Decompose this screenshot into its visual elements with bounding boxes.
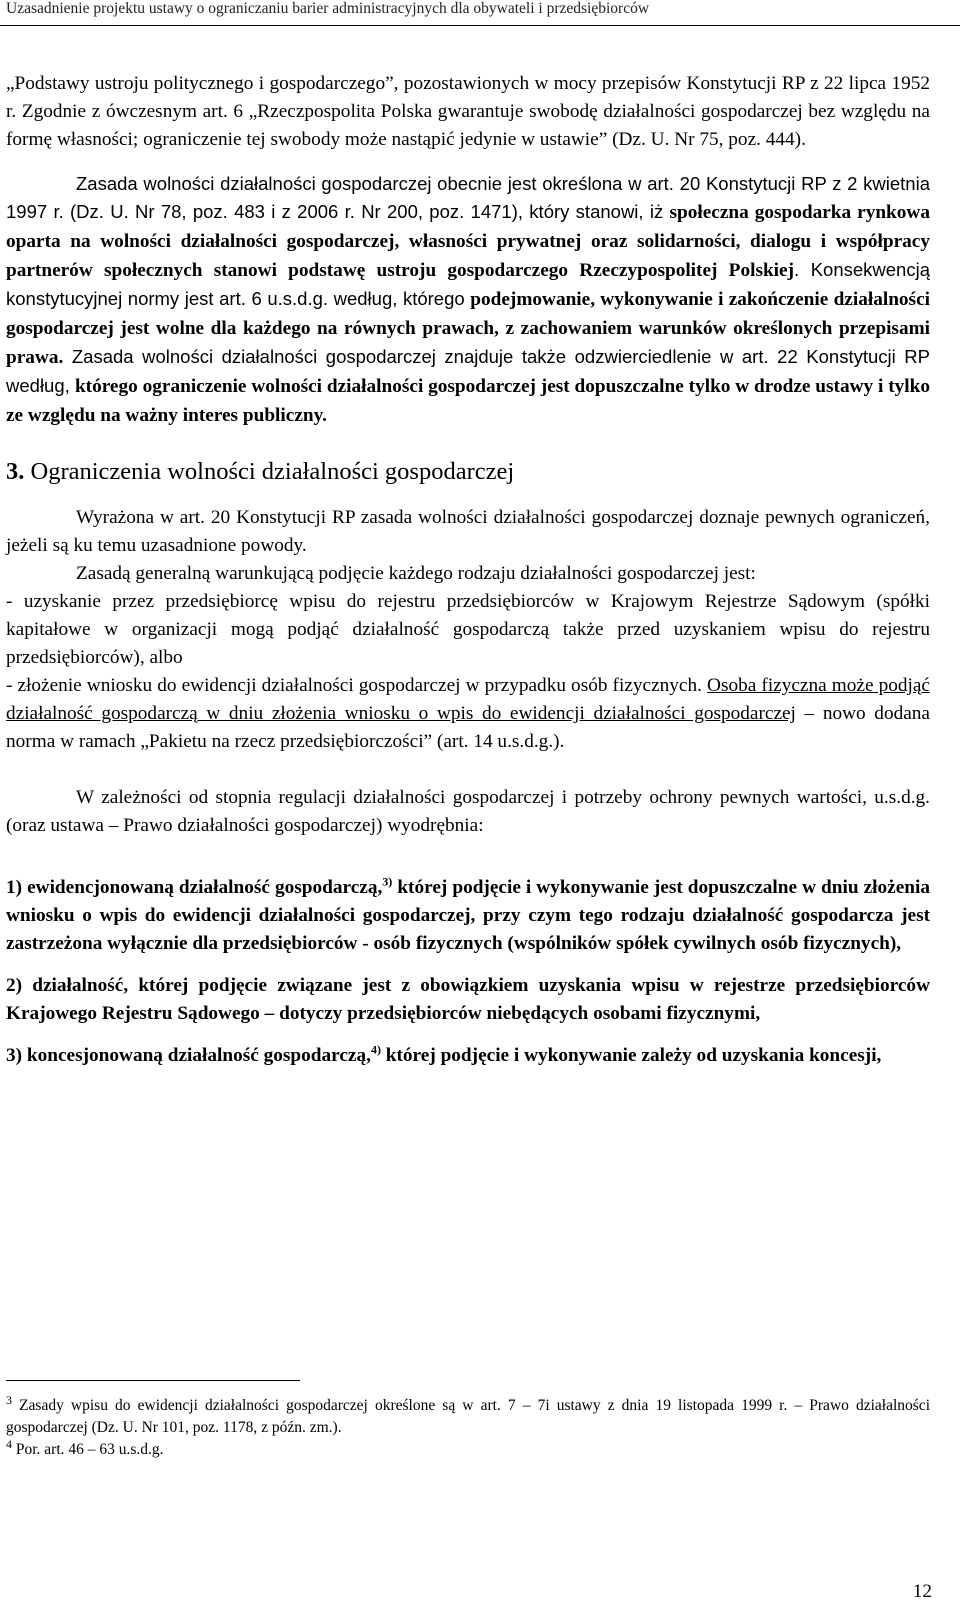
header-rule: [0, 25, 960, 26]
text-run: - złożenie wniosku do ewidencji działalności gospodarczej w przypadku osób fizycznych.: [6, 675, 708, 696]
text-run: 1) ewidencjonowaną działalność gospodarczą,: [6, 877, 383, 898]
paragraph-freedom-principle: [6, 170, 930, 430]
list-item-ewidencja: [6, 672, 930, 756]
underlined-run: Osoba fizyczna może podjąć działalność gospodarczą w dniu złożenia wniosku o wpis do ewidencji działalności gospodarczej: [6, 675, 930, 724]
bold-run: podejmowanie, wykonywanie i zakończenie działalności gospodarczej jest wolne dla każdego na równych prawach, z zachowaniem warunków określonych przepisami prawa.: [6, 289, 930, 368]
section-heading: [6, 456, 930, 488]
bold-run: którego ograniczenie wolności działalności gospodarczej jest dopuszczalne tylko w drodze ustawy i tylko ze względu na ważny interes publiczny.: [6, 376, 930, 426]
footnote-3: [6, 1392, 930, 1439]
document-body: [6, 70, 930, 1070]
footnote-ref-3: 3): [382, 874, 393, 889]
text-run: Zasada wolności działalności gospodarczej obecnie jest określona w art. 20 Konstytucji RP z 2 kwietnia 1997 r. (Dz. U. Nr 78, poz. 483 i z 2006 r. Nr 200, poz. 1471), który stanowi, iż: [6, 173, 930, 222]
text-run: której podjęcie i wykonywanie zależy od uzyskania koncesji,: [380, 1045, 882, 1066]
section-number: 3.: [6, 458, 25, 485]
footnote-mark: 3: [6, 1392, 12, 1407]
bold-run: społeczna gospodarka rynkowa oparta na wolności działalności gospodarczej, własności prywatnej oraz solidarności, dialogu i współpracy partnerów społecznych stanowi podstawę ustroju gospodarczego Rzeczypospolitej Polskiej: [6, 202, 930, 281]
footnote-mark: 4: [6, 1436, 12, 1451]
section-title: Ograniczenia wolności działalności gospodarczej: [30, 458, 515, 485]
text-run: 3) koncesjonowaną działalność gospodarczą,: [6, 1045, 371, 1066]
page-number: 12: [912, 1581, 932, 1602]
footnote-text: Por. art. 46 – 63 u.s.d.g.: [12, 1441, 164, 1458]
list-item-1: [6, 874, 930, 958]
footnote-text: Zasady wpisu do ewidencji działalności gospodarczej określone są w art. 7 – 7i ustawy z dnia 19 listopada 1999 r. – Prawo działalności gospodarczej (Dz. U. Nr 101, poz. 1178, z późn. zm.).: [6, 1397, 930, 1436]
footnote-rule: [6, 1380, 300, 1381]
text-run: . Konsekwencją konstytucyjnej normy jest art. 6 u.s.d.g. według, którego: [6, 259, 930, 309]
page-header: [0, 0, 960, 36]
header-title: Uzasadnienie projektu ustawy o ograniczaniu barier administracyjnych dla obywateli i przedsiębiorców: [6, 0, 650, 17]
paragraph-restrictions: Wyrażona w art. 20 Konstytucji RP zasada wolności działalności gospodarczej doznaje pewnych ograniczeń, jeżeli są ku temu uzasadnione powody.: [6, 507, 930, 556]
paragraph-regulation-types: W zależności od stopnia regulacji działalności gospodarczej i potrzeby ochrony pewnych wartości, u.s.d.g. (oraz ustawa – Prawo działalności gospodarczej) wyodrębnia:: [6, 787, 930, 836]
list-item-2: 2) działalność, której podjęcie związane jest z obowiązkiem uzyskania wpisu w rejestrze przedsiębiorców Krajowego Rejestru Sądowego – dotyczy przedsiębiorców niebędących osobami fizycznymi,: [6, 975, 930, 1024]
footnote-4: [6, 1436, 930, 1461]
text-run: Zasada wolności działalności gospodarczej znajduje także odzwierciedlenie w art. 22 Konstytucji RP według,: [6, 346, 930, 396]
list-item-krs: - uzyskanie przez przedsiębiorcę wpisu do rejestru przedsiębiorców w Krajowym Rejestrze Sądowym (spółki kapitałowe w organizacji mogą podjąć działalność gospodarczą także przed uzyskaniem wpisu do rejestru przedsiębiorców), albo: [6, 591, 930, 668]
paragraph-constitution-1952: „Podstawy ustroju politycznego i gospodarczego”, pozostawionych w mocy przepisów Konstytucji RP z 22 lipca 1952 r. Zgodnie z ówczesnym art. 6 „Rzeczpospolita Polska gwarantuje swobodę działalności gospodarczej bez względu na formę własności; ograniczenie tej swobody może nastąpić jedynie w ustawie” (Dz. U. Nr 75, poz. 444).: [6, 73, 930, 150]
footnote-ref-4: 4): [370, 1042, 381, 1057]
text-run: której podjęcie i wykonywanie jest dopuszczalne w dniu złożenia wniosku o wpis do ewidencji działalności gospodarczej, przy czym tego rodzaju działalność gospodarcza jest zastrzeżona wyłącznie dla przedsiębiorców - osób fizycznych (wspólników spółek cywilnych osób fizycznych),: [6, 877, 931, 954]
list-item-3: [6, 1042, 930, 1070]
paragraph-general-rule: Zasadą generalną warunkującą podjęcie każdego rodzaju działalności gospodarczej jest:: [76, 563, 756, 584]
footnotes: [6, 1380, 930, 1461]
text-run: – nowo dodana norma w ramach „Pakietu na rzecz przedsiębiorczości” (art. 14 u.s.d.g.).: [6, 703, 930, 752]
